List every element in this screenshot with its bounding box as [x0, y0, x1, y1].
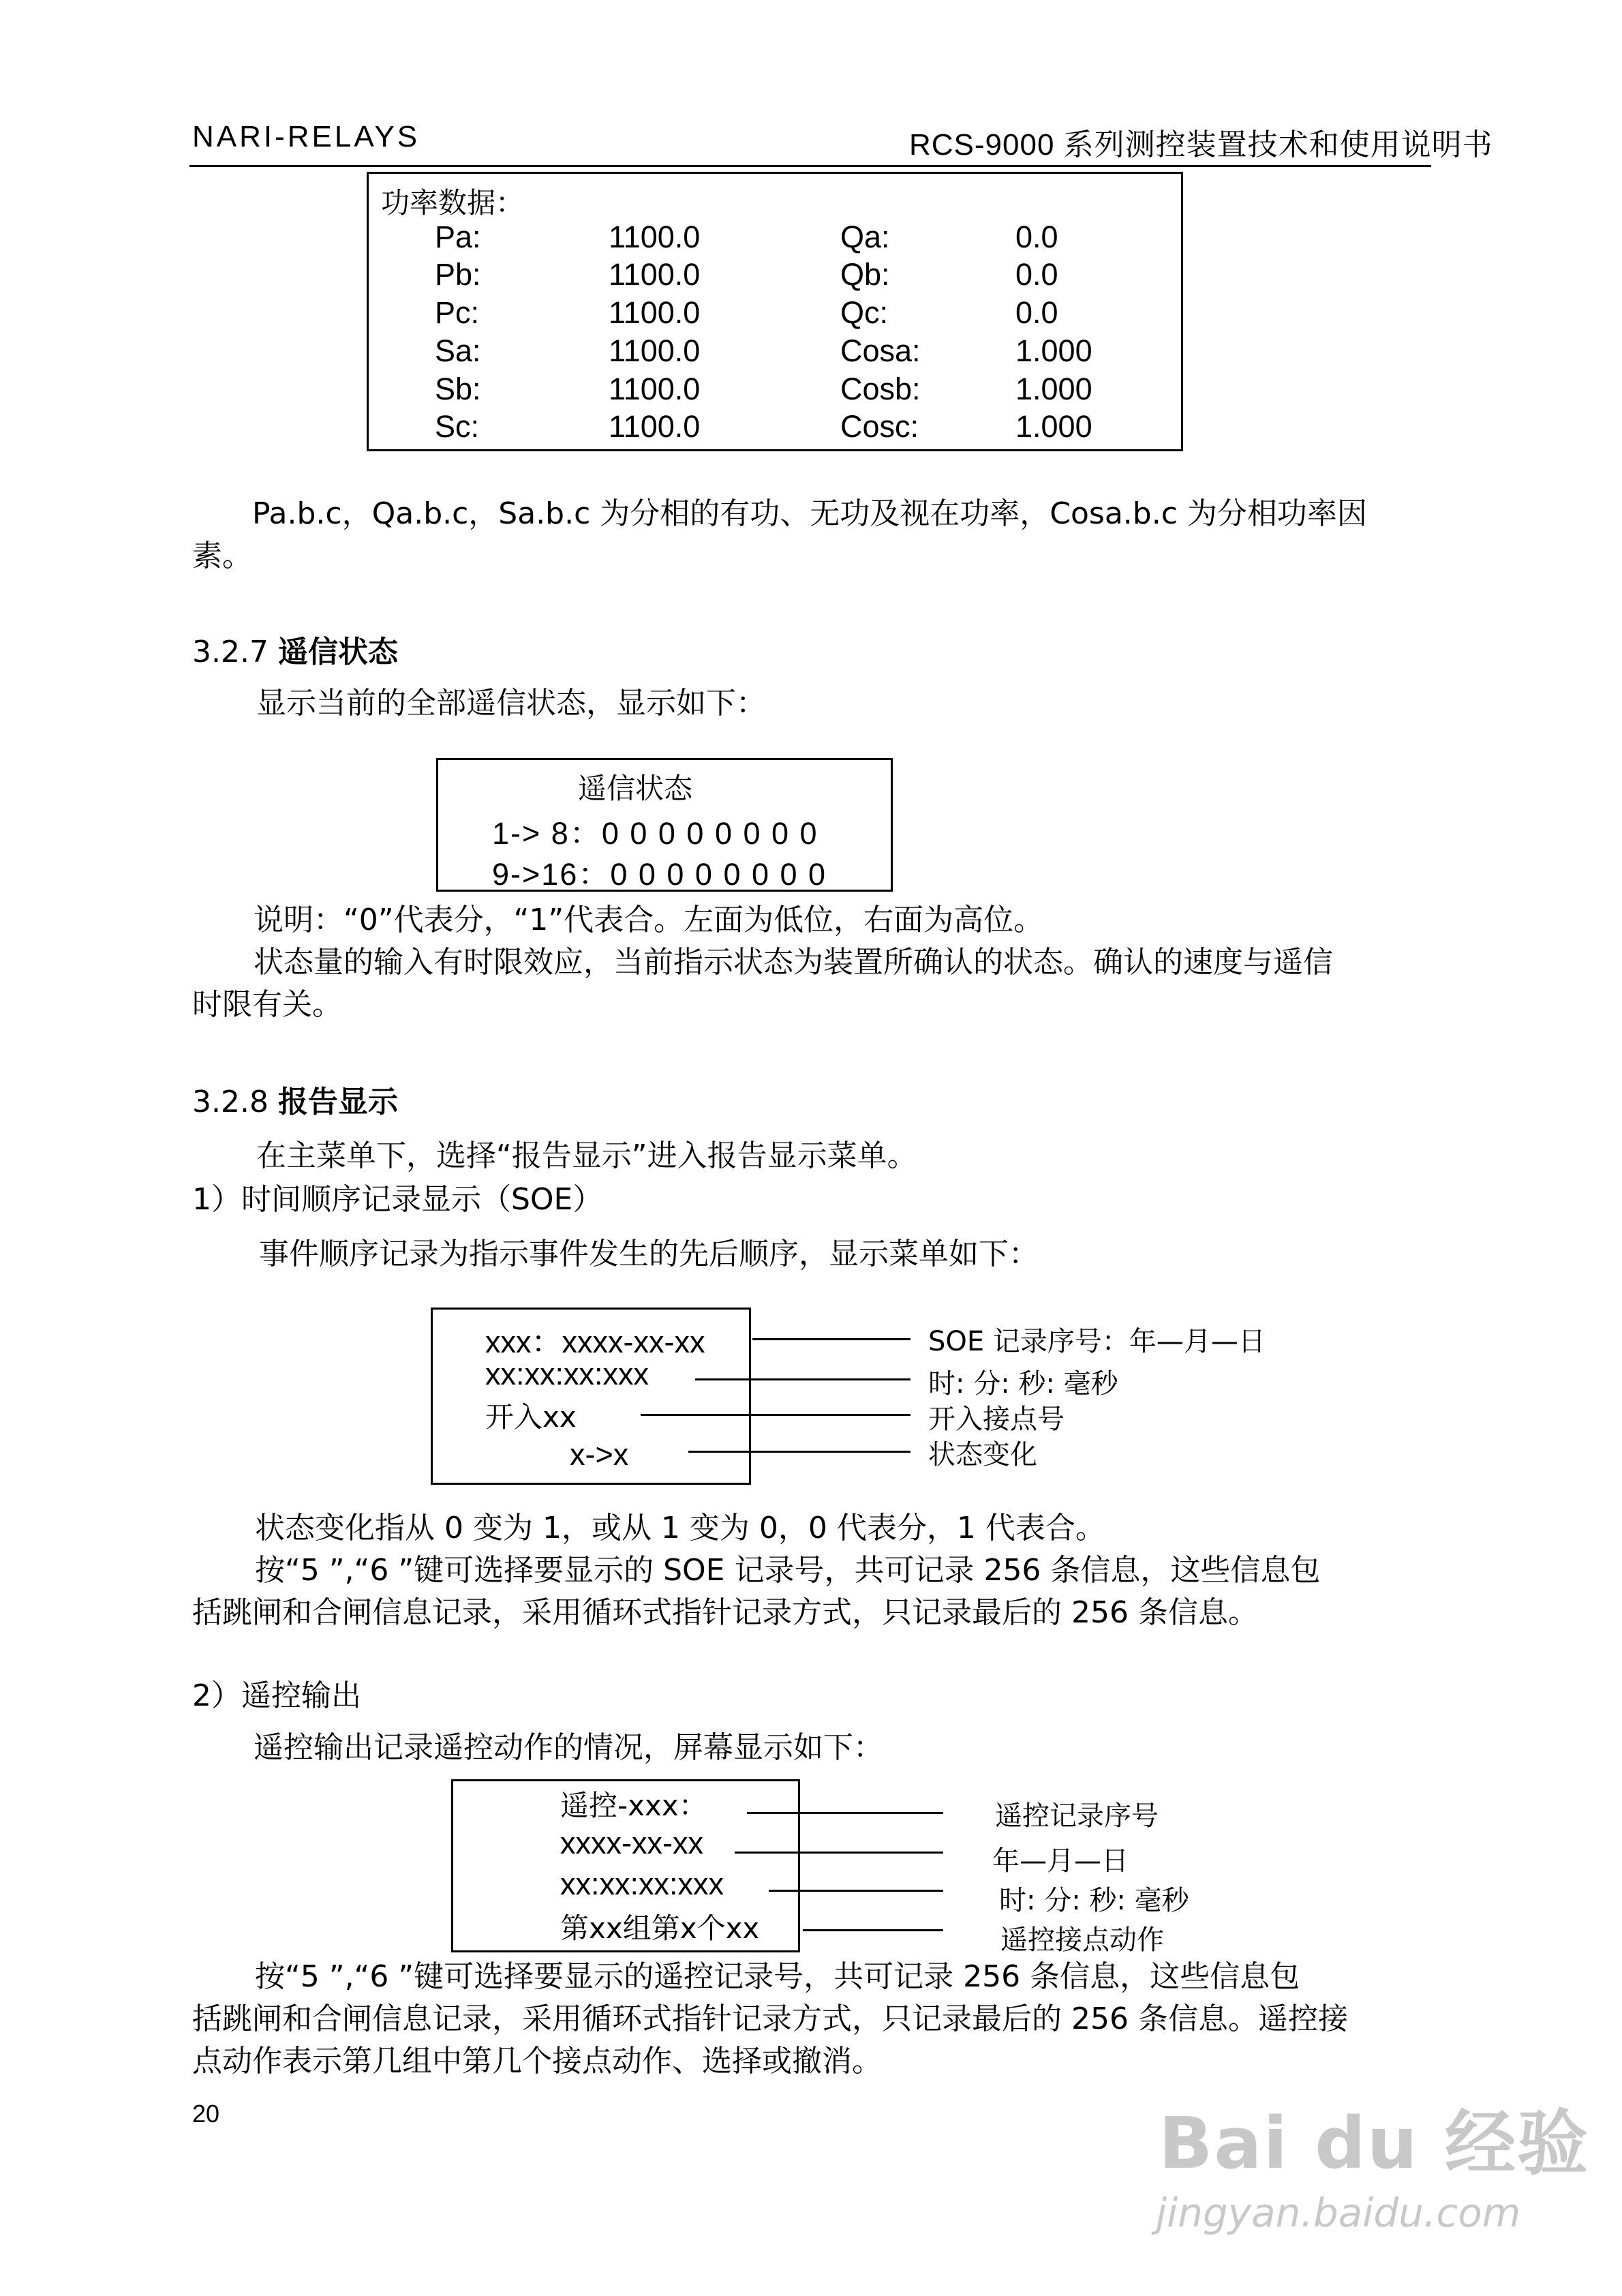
- power-label: Cosc:: [840, 409, 919, 444]
- power-label: Cosa:: [840, 333, 921, 368]
- header-right: RCS-9000 系列测控装置技术和使用说明书: [909, 128, 1493, 162]
- paragraph-state: 状态量的输入有时限效应，当前指示状态为装置所确认的状态。确认的速度与遥信: [254, 945, 1333, 980]
- yk-label-4: 遥控接点动作: [1000, 1924, 1164, 1956]
- section-title: 遥信状态: [277, 635, 398, 669]
- power-label: Cosb:: [840, 372, 921, 406]
- yk-row-4: 第xx组第x个xx: [560, 1912, 760, 1945]
- soe-label-2: 时: 分: 秒: 毫秒: [928, 1368, 1118, 1400]
- soe-row-1: xxx：xxxx-xx-xx: [485, 1325, 705, 1359]
- power-value: 1.000: [1015, 333, 1092, 368]
- power-label: Pb:: [435, 257, 481, 292]
- yaoxin-row-1: 1-> 8：0 0 0 0 0 0 0 0: [492, 816, 818, 851]
- power-value: 0.0: [1015, 257, 1058, 292]
- yk-label-1: 遥控记录序号: [995, 1800, 1159, 1832]
- yk-leader-line: [769, 1890, 943, 1892]
- yk-leader-line: [735, 1852, 943, 1854]
- soe-label-3: 开入接点号: [928, 1404, 1065, 1435]
- power-value: 1.000: [1015, 372, 1092, 406]
- power-label: Pa:: [435, 220, 481, 254]
- paragraph-state-cont: 时限有关。: [192, 987, 342, 1022]
- soe-row-4: x->x: [570, 1437, 629, 1472]
- power-value: 1100.0: [609, 409, 701, 444]
- section-heading-328: [192, 1077, 398, 1121]
- power-value: 0.0: [1015, 295, 1058, 330]
- section-heading-327: [192, 627, 398, 671]
- soe-leader-line: [752, 1338, 911, 1340]
- paragraph-power-cont: 素。: [192, 539, 252, 573]
- paragraph-power: Pa.b.c，Qa.b.c，Sa.b.c 为分相的有功、无功及视在功率，Cosa.b.c 为分相功率因: [252, 496, 1367, 531]
- power-value: 1.000: [1015, 409, 1092, 444]
- header-rule: [189, 165, 1431, 167]
- paragraph-state-change: 状态变化指从 0 变为 1，或从 1 变为 0，0 代表分，1 代表合。: [255, 1511, 1105, 1545]
- header-left: NARI-RELAYS: [192, 120, 420, 153]
- power-data-title: 功率数据：: [381, 186, 525, 220]
- power-label: Qa:: [840, 220, 890, 254]
- paragraph-soe-keys-cont: 括跳闸和合闸信息记录，采用循环式指针记录方式，只记录最后的 256 条信息。: [192, 1595, 1258, 1630]
- paragraph-soe-keys: 按“5 ”,“6 ”键可选择要显示的 SOE 记录号，共可记录 256 条信息，这些信息包: [255, 1553, 1321, 1588]
- power-label: Sc:: [435, 409, 480, 444]
- yaoxin-box-title: 遥信状态: [578, 772, 693, 805]
- section-title: 报告显示: [277, 1085, 398, 1119]
- soe-label-4: 状态变化: [928, 1439, 1037, 1470]
- soe-row-2: xx:xx:xx:xxx: [485, 1357, 649, 1391]
- paragraph-soe: 事件顺序记录为指示事件发生的先后顺序，显示菜单如下：: [259, 1237, 1039, 1271]
- yaoxin-row-2: 9->16：0 0 0 0 0 0 0 0: [492, 857, 827, 892]
- paragraph-yk-keys: 按“5 ”,“6 ”键可选择要显示的遥控记录号，共可记录 256 条信息，这些信息包: [255, 1959, 1300, 1994]
- paragraph-yk-keys-cont: 括跳闸和合闸信息记录，采用循环式指针记录方式，只记录最后的 256 条信息。遥控接: [192, 2002, 1348, 2036]
- paragraph-328: 在主菜单下，选择“报告显示”进入报告显示菜单。: [256, 1138, 917, 1173]
- soe-leader-line: [688, 1451, 911, 1453]
- paragraph-yk-keys-cont-2: 点动作表示第几组中第几个接点动作、选择或撤消。: [192, 2044, 882, 2079]
- yk-row-2: xxxx-xx-xx: [560, 1826, 703, 1860]
- power-value: 1100.0: [609, 257, 701, 292]
- paragraph-327: 显示当前的全部遥信状态，显示如下：: [256, 686, 766, 721]
- power-value: 1100.0: [609, 220, 701, 254]
- power-value: 1100.0: [609, 295, 701, 330]
- yk-leader-line: [803, 1929, 943, 1931]
- power-label: Pc:: [435, 295, 480, 330]
- power-value: 1100.0: [609, 333, 701, 368]
- power-label: Sb:: [435, 372, 481, 406]
- power-label: Qc:: [840, 295, 889, 330]
- power-label: Qb:: [840, 257, 890, 292]
- paragraph-yk: 遥控输出记录遥控动作的情况，屏幕显示如下：: [254, 1730, 883, 1765]
- yk-label-3: 时: 分: 秒: 毫秒: [999, 1885, 1189, 1916]
- section-number: 3.2.8: [192, 1085, 269, 1119]
- soe-label-1: SOE 记录序号：年—月—日: [928, 1326, 1266, 1357]
- soe-leader-line: [641, 1414, 911, 1416]
- yk-leader-line: [747, 1812, 943, 1814]
- yk-label-2: 年—月—日: [992, 1845, 1129, 1877]
- soe-row-3: 开入xx: [485, 1400, 577, 1434]
- soe-leader-line: [695, 1378, 911, 1380]
- yk-row-3: xx:xx:xx:xxx: [560, 1867, 724, 1901]
- power-value: 0.0: [1015, 220, 1058, 254]
- section-number: 3.2.7: [192, 635, 269, 669]
- baidu-watermark-url: jingyan.baidu.com: [1156, 2190, 1521, 2236]
- power-value: 1100.0: [609, 372, 701, 406]
- page-number: 20: [192, 2100, 220, 2128]
- paragraph-note: 说明：“0”代表分，“1”代表合。左面为低位，右面为高位。: [254, 903, 1044, 937]
- item-2-heading: 2）遥控输出: [192, 1678, 361, 1713]
- item-1-heading: 1）时间顺序记录显示（SOE）: [192, 1182, 603, 1217]
- power-label: Sa:: [435, 333, 481, 368]
- yk-row-1: 遥控-xxx：: [560, 1789, 707, 1822]
- baidu-watermark-logo: Bai du 经验: [1159, 2102, 1589, 2185]
